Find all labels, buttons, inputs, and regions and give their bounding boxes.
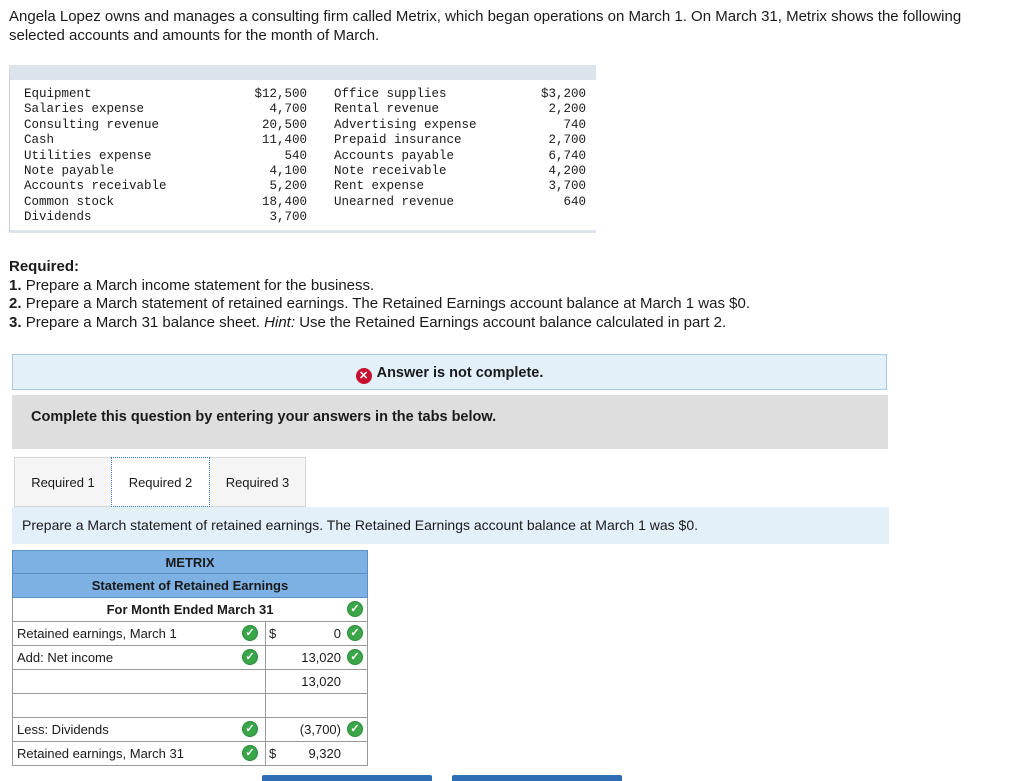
prev-tab-button[interactable]: [262, 775, 432, 781]
re-start-amount[interactable]: 0: [333, 626, 341, 641]
tab-required-1[interactable]: Required 1: [14, 457, 111, 507]
retained-earnings-statement: [12, 550, 368, 766]
account-name: Utilities expense: [24, 148, 152, 163]
account-name: Note receivable: [334, 164, 447, 179]
column-divider: [265, 694, 266, 717]
dollar-sign: $: [269, 746, 277, 761]
subtotal-amount: 13,020: [301, 674, 341, 689]
account-amount: 20,500: [261, 117, 307, 132]
net-income-label[interactable]: Add: Net income: [17, 650, 114, 665]
statement-period: For Month Ended March 31: [106, 602, 274, 617]
company-name: METRIX: [12, 550, 368, 574]
tab-required-2[interactable]: Required 2: [111, 457, 210, 507]
account-name: Consulting revenue: [24, 117, 160, 132]
required-item-3: [9, 314, 750, 333]
banner-text: Answer is not complete.: [376, 365, 544, 381]
item-number: 1.: [9, 276, 22, 294]
account-name: Note payable: [24, 164, 115, 179]
statement-title: Statement of Retained Earnings: [12, 574, 368, 598]
answer-incomplete-banner: [12, 354, 887, 390]
statement-period-row: [12, 598, 368, 622]
account-name: Salaries expense: [24, 102, 145, 117]
item-number: 3.: [9, 313, 22, 331]
account-amount: $12,500: [254, 87, 307, 101]
item-text: Prepare a March 31 balance sheet.: [25, 313, 260, 331]
accounts-right-amounts: [494, 87, 586, 210]
accounts-right-names: [334, 87, 477, 210]
problem-intro: Angela Lopez owns and manages a consulting firm called Metrix, which began operations on March 1. On March 31, Metrix shows the following selected accounts and amounts for the month of March.: [9, 8, 962, 44]
table-row-blank: [12, 694, 368, 718]
account-amount: 3,700: [548, 179, 586, 194]
hint-label: Hint:: [264, 313, 296, 331]
hint-text: Use the Retained Earnings account balance calculated in part 2.: [299, 313, 727, 331]
accounts-left-amounts: [215, 87, 307, 226]
account-name: Accounts payable: [334, 148, 455, 163]
required-section: [9, 258, 750, 332]
net-income-amount[interactable]: 13,020: [301, 650, 341, 665]
check-icon: ✓: [242, 721, 258, 737]
column-divider: [265, 622, 266, 645]
check-icon: ✓: [242, 649, 258, 665]
account-name: Dividends: [24, 210, 92, 225]
item-text: Prepare a March statement of retained earnings. The Retained Earnings account balance at March 1 was $0.: [25, 295, 750, 312]
account-amount: 4,100: [269, 164, 307, 179]
account-name: Office supplies: [334, 87, 447, 101]
column-divider: [265, 670, 266, 693]
check-icon: ✓: [347, 601, 363, 617]
table-row: [12, 670, 368, 694]
account-name: Common stock: [24, 194, 115, 209]
account-amount: 6,740: [548, 148, 586, 163]
account-amount: 640: [563, 194, 586, 209]
re-end-label[interactable]: Retained earnings, March 31: [17, 746, 184, 761]
column-divider: [265, 646, 266, 669]
required-heading: Required:: [9, 258, 80, 275]
x-circle-icon: ✕: [356, 368, 372, 384]
accounts-table: [9, 65, 596, 233]
table-row: [12, 622, 368, 646]
check-icon: ✓: [347, 649, 363, 665]
re-start-label[interactable]: Retained earnings, March 1: [17, 626, 177, 641]
account-amount: 5,200: [269, 179, 307, 194]
check-icon: ✓: [242, 745, 258, 761]
account-amount: 2,200: [548, 102, 586, 117]
column-divider: [265, 718, 266, 741]
check-icon: ✓: [347, 721, 363, 737]
required-item-1: [9, 277, 750, 296]
account-name: Unearned revenue: [334, 194, 455, 209]
next-tab-button[interactable]: [452, 775, 622, 781]
account-amount: 740: [563, 117, 586, 132]
account-amount: 4,700: [269, 102, 307, 117]
item-number: 2.: [9, 295, 22, 312]
account-name: Equipment: [24, 87, 92, 101]
account-name: Advertising expense: [334, 117, 477, 132]
account-amount: 540: [284, 148, 307, 163]
table-row: [12, 718, 368, 742]
re-end-amount: 9,320: [308, 746, 341, 761]
tab-required-3[interactable]: Required 3: [210, 457, 306, 507]
account-amount: 2,700: [548, 133, 586, 148]
dividends-label[interactable]: Less: Dividends: [17, 722, 109, 737]
tab-prompt: Prepare a March statement of retained earnings. The Retained Earnings account balance at March 1 was $0.: [12, 507, 889, 544]
column-divider: [265, 742, 266, 765]
dividends-amount[interactable]: (3,700): [299, 722, 341, 737]
account-name: Prepaid insurance: [334, 133, 462, 148]
account-amount: 11,400: [261, 133, 307, 148]
required-item-2: [9, 295, 750, 314]
account-name: Rental revenue: [334, 102, 440, 117]
table-row: [12, 742, 368, 766]
account-name: Rent expense: [334, 179, 425, 194]
accounts-left-names: [24, 87, 167, 226]
instructions-text: Complete this question by entering your answers in the tabs below.: [31, 409, 497, 425]
check-icon: ✓: [242, 625, 258, 641]
check-icon: ✓: [347, 625, 363, 641]
item-text: Prepare a March income statement for the business.: [25, 276, 375, 294]
account-name: Accounts receivable: [24, 179, 167, 194]
dollar-sign: $: [269, 626, 277, 641]
account-name: Cash: [24, 133, 55, 148]
table-row: [12, 646, 368, 670]
account-amount: 4,200: [548, 164, 586, 179]
account-amount: 3,700: [269, 210, 307, 225]
instructions-box: [12, 395, 888, 449]
account-amount: $3,200: [540, 87, 586, 101]
account-amount: 18,400: [261, 194, 307, 209]
